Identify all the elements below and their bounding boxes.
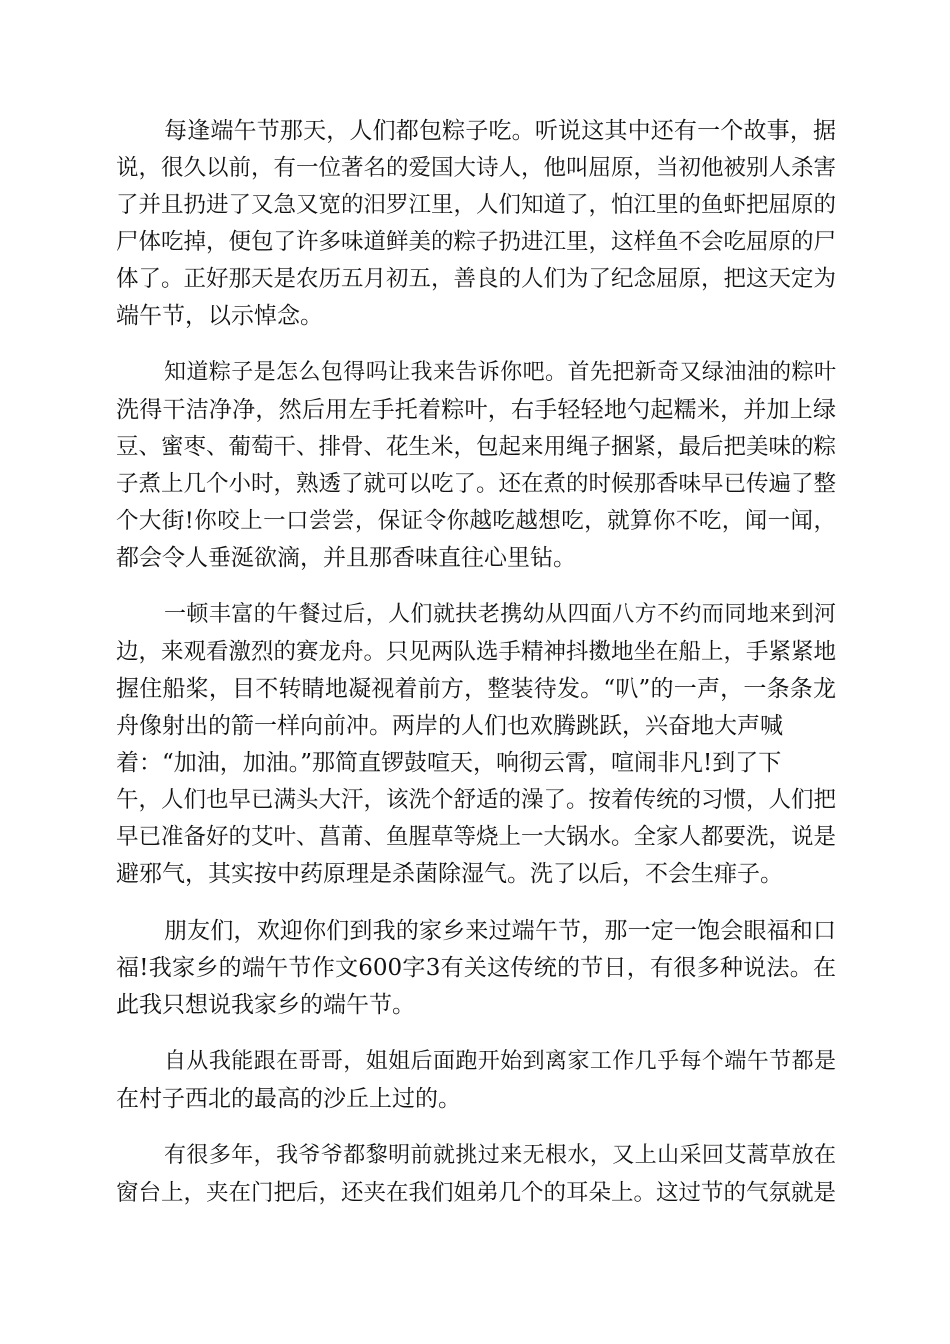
text-line: 每逢端午节那天，人们都包粽子吃。听说这其中还有一个故事，据 [164, 118, 836, 144]
text-line: 有很多年，我爷爷都黎明前就挑过来无根水，又上山采回艾蒿草放在 [164, 1143, 836, 1168]
text-line: 自从我能跟在哥哥，姐姐后面跑开始到离家工作几乎每个端午节都是 [164, 1049, 836, 1074]
text-line: 尸体吃掉，便包了许多味道鲜美的粽子扔进江里，这样鱼不会吃屈原的尸 [116, 229, 837, 255]
text-line: 子煮上几个小时，熟透了就可以吃了。还在煮的时候那香味早已传遍了整 [116, 471, 837, 497]
text-line: 着：“加油，加油。”那简直锣鼓喧天，响彻云霄，喧闹非凡!到了下 [116, 750, 782, 776]
text-line: 舟像射出的箭一样向前冲。两岸的人们也欢腾跳跃，兴奋地大声喊 [116, 713, 783, 739]
text-line: 此我只想说我家乡的端午节。 [116, 992, 415, 1018]
text-line: 端午节，以示悼念。 [116, 303, 323, 329]
text-line: 了并且扔进了又急又宽的汨罗江里，人们知道了，怕江里的鱼虾把屈原的 [116, 192, 837, 218]
text-line: 说，很久以前，有一位著名的爱国大诗人，他叫屈原，当初他被别人杀害 [116, 155, 837, 181]
text-line: 避邪气，其实按中药原理是杀菌除湿气。洗了以后，不会生痱子。 [116, 861, 783, 887]
text-line: 午，人们也早已满头大汗，该洗个舒适的澡了。按着传统的习惯，人们把 [116, 787, 837, 813]
text-line: 都会令人垂涎欲滴，并且那香味直往心里钻。 [116, 545, 576, 571]
text-line: 体了。正好那天是农历五月初五，善良的人们为了纪念屈原，把这天定为 [116, 266, 837, 292]
text-line: 朋友们，欢迎你们到我的家乡来过端午节，那一定一饱会眼福和口 [164, 918, 836, 944]
text-line: 一顿丰富的午餐过后，人们就扶老携幼从四面八方不约而同地来到河 [164, 602, 836, 627]
text-line: 窗台上，夹在门把后，还夹在我们姐弟几个的耳朵上。这过节的气氛就是 [116, 1180, 837, 1206]
text-line: 洗得干洁净净，然后用左手托着粽叶，右手轻轻地勺起糯米，并加上绿 [116, 397, 836, 423]
text-line: 早已准备好的艾叶、菖莆、鱼腥草等烧上一大锅水。全家人都要洗，说是 [116, 824, 837, 850]
text-line: 握住船桨，目不转睛地凝视着前方，整装待发。“叭”的一声，一条条龙 [116, 676, 836, 702]
text-line: 豆、蜜枣、葡萄干、排骨、花生米，包起来用绳子捆紧，最后把美味的粽 [116, 434, 837, 460]
text-line: 个大街!你咬上一口尝尝，保证令你越吃越想吃，就算你不吃，闻一闻， [116, 508, 836, 534]
text-line: 边，来观看激烈的赛龙舟。只见两队选手精神抖擞地坐在船上，手紧紧地 [116, 639, 837, 665]
text-line: 福!我家乡的端午节作文600字3有关这传统的节日，有很多种说法。在 [116, 955, 836, 981]
text-line: 知道粽子是怎么包得吗让我来告诉你吧。首先把新奇又绿油油的粽叶 [164, 360, 836, 385]
text-line: 在村子西北的最高的沙丘上过的。 [116, 1086, 461, 1112]
